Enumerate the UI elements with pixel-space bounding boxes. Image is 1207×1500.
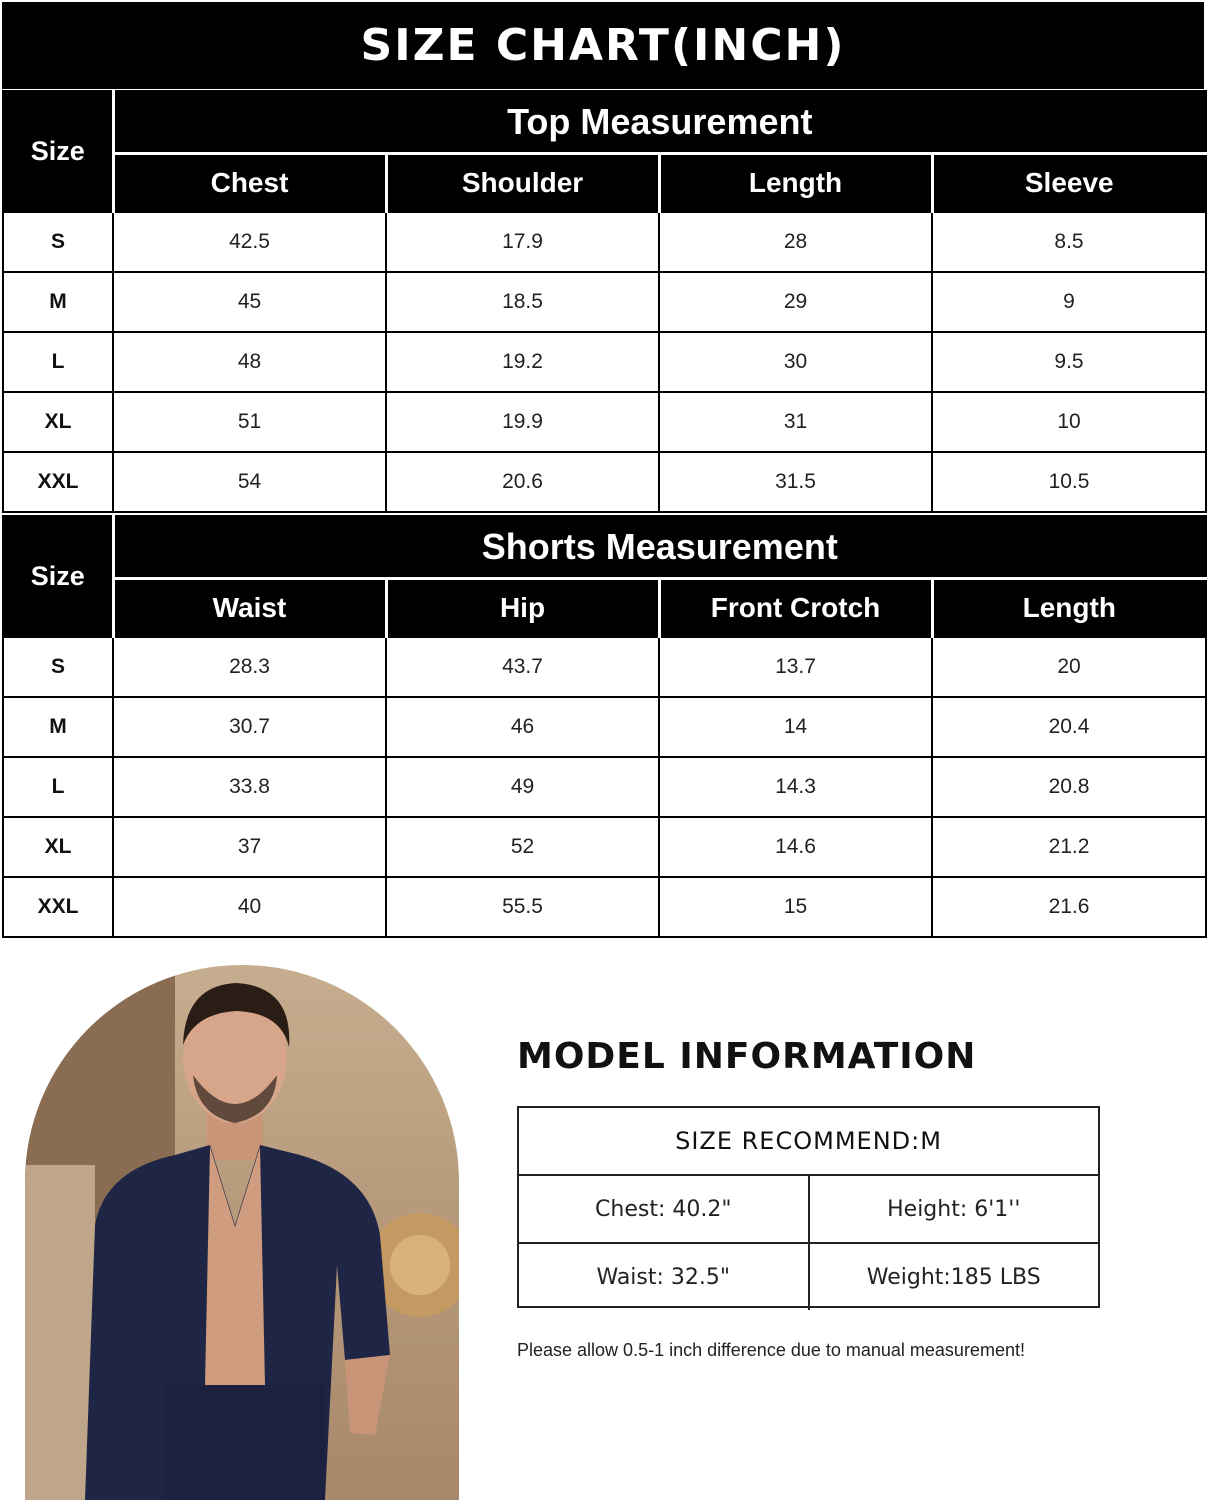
column-header: Shoulder: [386, 154, 659, 213]
value-cell: 9: [932, 272, 1206, 332]
value-cell: 42.5: [113, 212, 386, 272]
model-chest-value: Chest: 40.2": [519, 1176, 810, 1242]
column-header: Chest: [113, 154, 386, 213]
table-row: [3, 757, 1206, 817]
value-cell: 19.9: [386, 392, 659, 452]
value-cell: 55.5: [386, 877, 659, 937]
value-cell: 14.6: [659, 817, 932, 877]
table-row: [3, 697, 1206, 757]
value-cell: 20: [932, 637, 1206, 697]
value-cell: 31.5: [659, 452, 932, 512]
value-cell: 43.7: [386, 637, 659, 697]
size-chart-title: SIZE CHART(INCH): [2, 2, 1204, 89]
size-header: Size: [3, 91, 113, 212]
model-weight-value: Weight:185 LBS: [866, 1264, 1041, 1290]
value-cell: 9.5: [932, 332, 1206, 392]
shorts-measurement-heading: Shorts Measurement: [113, 516, 1206, 579]
size-cell: XL: [3, 817, 113, 877]
woven-wall-decor-center: [390, 1235, 450, 1295]
model-height-value: Height: 6'1'': [887, 1196, 1021, 1222]
value-cell: 33.8: [113, 757, 386, 817]
table-row: [3, 332, 1206, 392]
top-measurement-table: [2, 90, 1207, 513]
measurement-note: Please allow 0.5-1 inch difference due to manual measurement!: [517, 1340, 1025, 1360]
value-cell: 13.7: [659, 637, 932, 697]
top-measurement-heading: Top Measurement: [113, 91, 1206, 154]
column-header: Length: [932, 579, 1206, 638]
value-cell: 52: [386, 817, 659, 877]
size-cell: L: [3, 757, 113, 817]
model-chest: [205, 1147, 265, 1385]
value-cell: 20.6: [386, 452, 659, 512]
column-header: Waist: [113, 579, 386, 638]
shorts-measurement-table: [2, 515, 1207, 938]
table-row: [3, 637, 1206, 697]
value-cell: 46: [386, 697, 659, 757]
model-information-title: MODEL INFORMATION: [517, 1036, 977, 1077]
size-cell: S: [3, 637, 113, 697]
value-cell: 21.6: [932, 877, 1206, 937]
size-recommendation: SIZE RECOMMEND:M: [519, 1108, 1098, 1176]
value-cell: 45: [113, 272, 386, 332]
table-row: [3, 877, 1206, 937]
size-cell: L: [3, 332, 113, 392]
value-cell: 21.2: [932, 817, 1206, 877]
size-cell: M: [3, 697, 113, 757]
model-photo: [25, 965, 459, 1500]
column-header: Front Crotch: [659, 579, 932, 638]
model-row: [519, 1244, 1098, 1310]
model-illustration: [25, 965, 459, 1500]
table-row: [3, 392, 1206, 452]
value-cell: 8.5: [932, 212, 1206, 272]
size-cell: XXL: [3, 877, 113, 937]
model-arm: [345, 1355, 390, 1435]
column-header: Sleeve: [932, 154, 1206, 213]
table-row: [3, 817, 1206, 877]
value-cell: 29: [659, 272, 932, 332]
value-cell: 28: [659, 212, 932, 272]
stone-wall: [25, 1165, 95, 1500]
model-shorts: [165, 1385, 325, 1500]
value-cell: 54: [113, 452, 386, 512]
value-cell: 30.7: [113, 697, 386, 757]
value-cell: 10.5: [932, 452, 1206, 512]
value-cell: 20.4: [932, 697, 1206, 757]
model-information-box: [517, 1106, 1100, 1308]
size-cell: M: [3, 272, 113, 332]
value-cell: 40: [113, 877, 386, 937]
value-cell: 15: [659, 877, 932, 937]
value-cell: 14.3: [659, 757, 932, 817]
value-cell: 18.5: [386, 272, 659, 332]
value-cell: 48: [113, 332, 386, 392]
value-cell: 49: [386, 757, 659, 817]
value-cell: 28.3: [113, 637, 386, 697]
column-header: Hip: [386, 579, 659, 638]
column-header: Length: [659, 154, 932, 213]
table-row: [3, 212, 1206, 272]
size-cell: S: [3, 212, 113, 272]
value-cell: 19.2: [386, 332, 659, 392]
size-header: Size: [3, 516, 113, 637]
value-cell: 17.9: [386, 212, 659, 272]
model-row: [519, 1176, 1098, 1244]
size-cell: XXL: [3, 452, 113, 512]
table-row: [3, 452, 1206, 512]
table-row: [3, 272, 1206, 332]
model-waist-value: Waist: 32.5": [519, 1244, 810, 1310]
value-cell: 31: [659, 392, 932, 452]
value-cell: 30: [659, 332, 932, 392]
value-cell: 20.8: [932, 757, 1206, 817]
value-cell: 14: [659, 697, 932, 757]
value-cell: 10: [932, 392, 1206, 452]
value-cell: 51: [113, 392, 386, 452]
value-cell: 37: [113, 817, 386, 877]
size-cell: XL: [3, 392, 113, 452]
